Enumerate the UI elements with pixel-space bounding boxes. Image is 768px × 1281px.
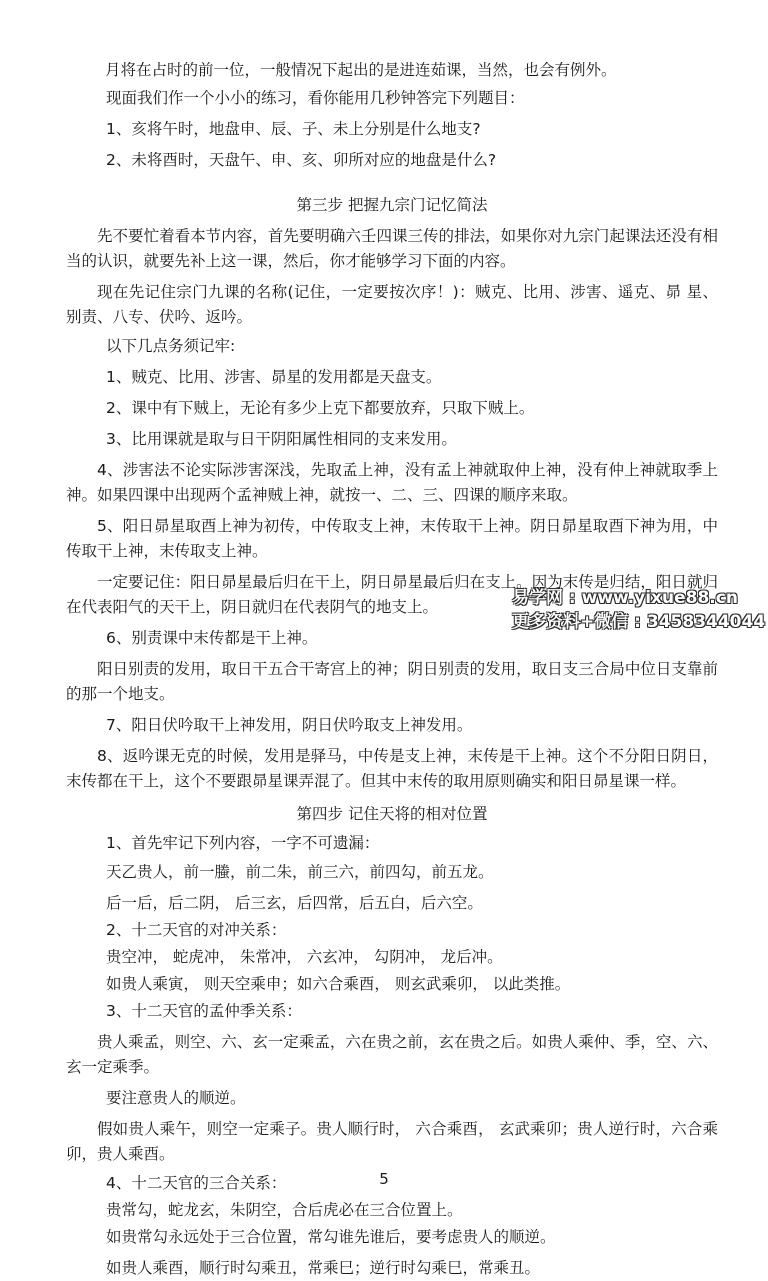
rule-6: 6、别责课中末传都是干上神。 <box>106 629 318 647</box>
step4-item-4: 4、十二天官的三合关系： <box>106 1174 287 1192</box>
rule-4: 4、涉害法不论实际涉害深浅，先取孟上神，没有孟上神就取仲上神，没有仲上神就取季上神。如果四课中出现两个孟神贼上神，就按一、二、三、四课的顺序来取。 <box>66 461 718 504</box>
step4-item-3c: 假如贵人乘午，则空一定乘子。贵人顺行时， 六合乘酉， 玄武乘卯；贵人逆行时，六合乘卯，贵人乘酉。 <box>66 1120 718 1163</box>
step4-item-3b: 要注意贵人的顺逆。 <box>106 1089 246 1107</box>
watermark-line-2: 更多资料+微信 : 3458344044 <box>512 612 766 632</box>
rule-5: 5、阳日昴星取酉上神为初传，中传取支上神，末传取干上神。阴日昴星取酉下神为用，中传取干上神，末传取支上神。 <box>66 517 718 560</box>
step4-item-2: 2、十二天官的对冲关系： <box>106 921 287 939</box>
watermark <box>512 586 766 634</box>
step4-item-3: 3、十二天官的孟仲季关系： <box>106 1002 302 1020</box>
step4-item-1: 1、首先牢记下列内容，一字不可遗漏： <box>106 834 380 852</box>
document-body <box>66 58 718 1281</box>
step4-heading: 第四步 记住天将的相对位置 <box>296 805 488 823</box>
step4-item-1a: 天乙贵人，前一螣，前二朱，前三六，前四勾，前五龙。 <box>106 863 494 881</box>
rule-3: 3、比用课就是取与日干阴阳属性相同的支来发用。 <box>106 430 457 448</box>
step4-item-4b: 如贵常勾永远处于三合位置，常勾谁先谁后，要考虑贵人的顺逆。 <box>106 1228 556 1246</box>
step4-item-2a: 贵空冲， 蛇虎冲， 朱常冲， 六玄冲， 勾阴冲， 龙后冲。 <box>106 948 503 966</box>
intro-line-1: 月将在占时的前一位，一般情况下起出的是进连茹课，当然，也会有例外。 <box>105 61 617 79</box>
spacer <box>66 173 718 179</box>
question-1: 1、亥将午时，地盘申、辰、子、未上分别是什么地支? <box>106 120 481 138</box>
rule-2: 2、课中有下贼上，无论有多少上克下都要放弃，只取下贼上。 <box>106 399 535 417</box>
rule-8: 8、返吟课无克的时候，发用是驿马，中传是支上神，末传是干上神。这个不分阳日阴日，末传都在干上，这个不要跟昴星课弄混了。但其中末传的取用原则确实和阳日昴星课一样。 <box>66 747 718 790</box>
step4-item-3a: 贵人乘孟，则空、六、玄一定乘孟，六在贵之前，玄在贵之后。如贵人乘仲、季，空、六、玄一定乘季。 <box>66 1033 718 1076</box>
step3-paragraph-1: 先不要忙着看本节内容，首先要明确六壬四课三传的排法，如果你对九宗门起课法还没有相当的认识，就要先补上这一课，然后，你才能够学习下面的内容。 <box>66 227 718 270</box>
step4-item-4c: 如贵人乘酉，顺行时勾乘丑，常乘巳；逆行时勾乘巳，常乘丑。 <box>106 1259 541 1277</box>
step4-item-1b: 后一后，后二阴， 后三玄，后四常，后五白，后六空。 <box>106 894 483 912</box>
rule-5-note: 一定要记住：阳日昴星最后归在干上，阴日昴星最后归在支上。因为末传是归结，阳日就归在代表阳气的天干上，阴日就归在代表阴气的地支上。 <box>66 573 718 616</box>
intro-line-2: 现面我们作一个小小的练习，看你能用几秒钟答完下列题目： <box>106 89 525 107</box>
page-number: 5 <box>379 1170 389 1188</box>
step3-heading: 第三步 把握九宗门记忆简法 <box>296 196 488 214</box>
question-2: 2、未将酉时，天盘午、申、亥、卯所对应的地盘是什么? <box>106 151 497 169</box>
step4-item-2b: 如贵人乘寅， 则天空乘申；如六合乘酉， 则玄武乘卯， 以此类推。 <box>106 975 571 993</box>
rule-1: 1、贼克、比用、涉害、昴星的发用都是天盘支。 <box>106 368 442 386</box>
rule-7: 7、阳日伏吟取干上神发用，阴日伏吟取支上神发用。 <box>106 716 473 734</box>
step3-paragraph-2: 现在先记住宗门九课的名称(记住，一定要按次序！)：贼克、比用、涉害、遥克、昴 星、别责、八专、伏吟、返吟。 <box>66 283 718 326</box>
rule-6-note: 阳日别责的发用，取日干五合干寄宫上的神；阴日别责的发用，取日支三合局中位日支靠前的那一个地支。 <box>66 660 718 703</box>
step4-item-4a: 贵常勾，蛇龙玄，朱阴空，合后虎必在三合位置上。 <box>106 1201 463 1219</box>
must-remember-label: 以下几点务须记牢: <box>106 337 236 355</box>
watermark-line-1: 易学网 : www.yixue88.cn <box>512 588 738 608</box>
